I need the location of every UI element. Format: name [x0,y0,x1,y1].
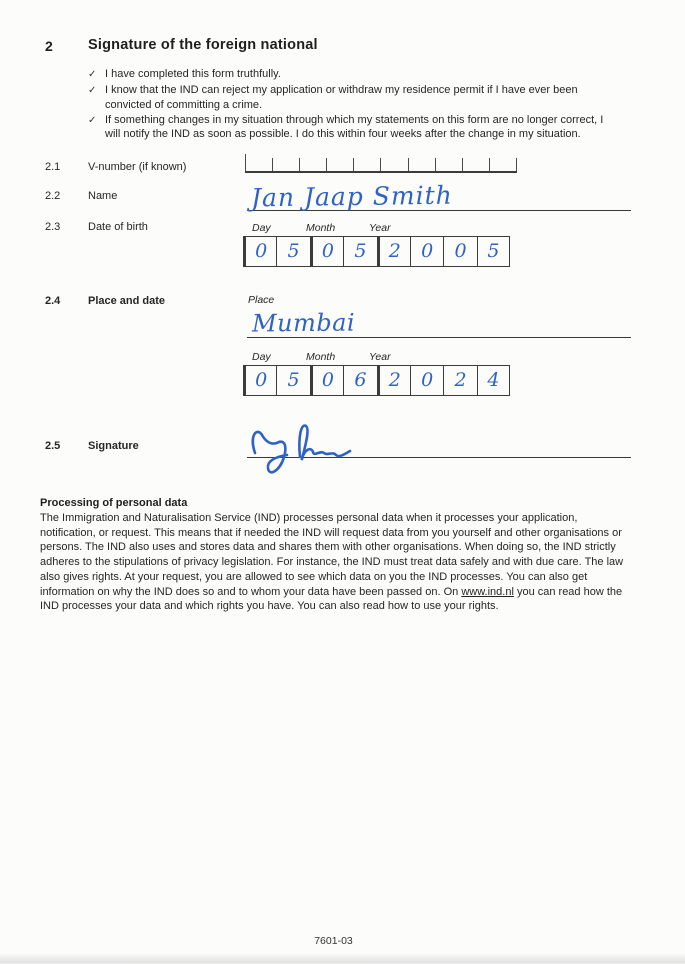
checklist-item-text: I know that the IND can reject my application or withdraw my residence permit if I have ever been convicted of committing a crime. [105,84,578,111]
section-number: 2 [45,38,53,54]
vnumber-cell-edge [516,158,517,171]
dob-digit-cell: 0 [410,236,443,267]
checklist-item [88,113,620,142]
vnumber-cell [462,158,489,171]
declaration-checklist [88,67,620,142]
vnumber-cell [380,158,407,171]
date-digit-cell: 2 [443,365,476,396]
dob-date-boxes [243,236,510,267]
checklist-item-text: If something changes in my situation through which my statements on this form are no longer correct, I will notify the IND as soon as possible. I do this within four weeks after the change in my situation. [105,113,604,141]
handwritten-signature [243,419,369,479]
field-label-vnumber: V-number (if known) [88,161,187,173]
date-day-label: Day [252,351,271,363]
ind-website-link: www.ind.nl [461,585,514,598]
field-label-signature: Signature [88,440,139,452]
vnumber-cell [489,158,516,171]
vnumber-cell [353,158,380,171]
field-label-place-date: Place and date [88,295,166,307]
dob-digit-cell: 2 [377,236,410,267]
date-digit-cell: 4 [477,365,510,396]
vnumber-cell [245,154,272,171]
privacy-text-after: you can read how the IND processes your data and which rights you have. You can also read how to use your rights. [40,585,623,613]
dob-digit-cell: 5 [343,236,376,267]
date-digit-cell: 6 [343,365,376,396]
checkmark-icon: ✓ [88,69,97,80]
form-code: 7601-03 [314,935,353,947]
signing-date-boxes [243,365,510,396]
dob-digit-cell: 0 [243,236,276,267]
privacy-text-before: The Immigration and Naturalisation Service (IND) processes personal data when it processes your application, notification, or request. This means that if needed the IND will request data from you yourself and other organisations or persons. The IND also uses and stores data and shares them with other organisations. When doing so, the IND strictly adheres to the stipulations of privacy legislation. For instance, the IND must treat data safely and with due care. The law also gives rights. At your request, you are allowed to see which data on you the IND processes. You can also get information on why the IND does so and to whom your data have been passed on. On [40,512,624,598]
vnumber-cell [326,158,353,171]
date-digit-cell: 2 [377,365,410,396]
field-label-dob: Date of birth [88,221,148,233]
vnumber-cell [299,158,326,171]
dob-day-label: Day [252,222,271,234]
field-number-dob: 2.3 [45,221,61,233]
vnumber-cell [272,158,299,171]
privacy-paragraph [40,511,636,614]
date-digit-cell: 0 [310,365,343,396]
checklist-item [88,83,620,112]
checkmark-icon: ✓ [88,85,97,97]
place-label: Place [248,294,275,306]
date-year-label: Year [369,351,391,363]
dob-digit-cell: 5 [276,236,309,267]
date-month-label: Month [306,351,336,363]
dob-month-label: Month [306,222,336,234]
field-number-signature: 2.5 [45,440,61,452]
dob-digit-cell: 0 [310,236,343,267]
vnumber-cell [408,158,435,171]
handwritten-place: Mumbai [251,308,356,338]
field-number-name: 2.2 [45,190,61,202]
date-digit-cell: 5 [276,365,309,396]
date-digit-cell: 0 [243,365,276,396]
field-number-place-date: 2.4 [45,295,61,307]
checkmark-icon: ✓ [88,114,97,126]
field-label-name: Name [88,190,118,202]
handwritten-name: Jan Jaap Smith [250,180,453,213]
checklist-item [88,67,620,83]
field-number-vnumber: 2.1 [45,161,61,173]
dob-digit-cell: 5 [477,236,510,267]
section-title: Signature of the foreign national [88,37,318,53]
dob-digit-cell: 0 [443,236,476,267]
date-digit-cell: 0 [410,365,443,396]
vnumber-comb-field [245,154,517,173]
privacy-heading: Processing of personal data [40,497,188,509]
dob-year-label: Year [369,222,391,234]
vnumber-cell [435,158,462,171]
scan-edge-shadow [0,953,685,964]
checklist-item-text: I have completed this form truthfully. [105,68,281,80]
